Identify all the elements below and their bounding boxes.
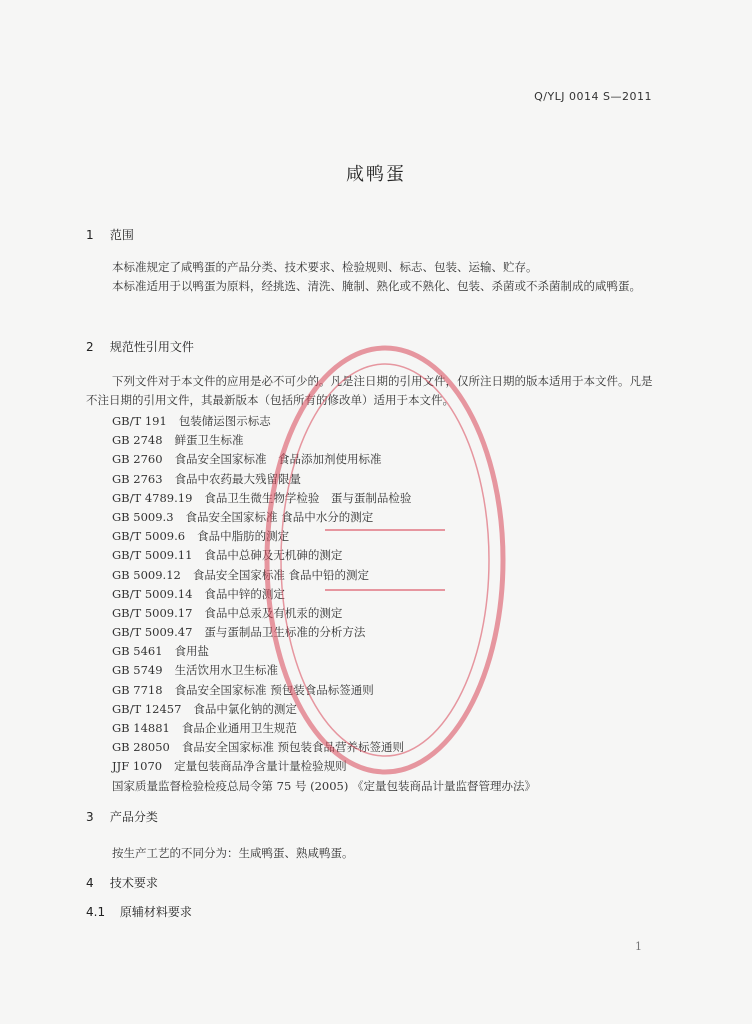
reference-code: GB 7718 xyxy=(112,682,163,697)
section-heading-classification xyxy=(86,808,158,825)
reference-code: GB 2763 xyxy=(112,471,163,486)
classification-paragraph: 按生产工艺的不同分为：生咸鸭蛋、熟咸鸭蛋。 xyxy=(112,846,354,860)
reference-name: 食品中氯化钠的测定 xyxy=(193,701,297,716)
section-title: 范围 xyxy=(109,228,134,242)
section-title: 产品分类 xyxy=(109,810,158,824)
section-number: 4 xyxy=(86,876,94,890)
section-heading-scope xyxy=(86,226,134,243)
list-item xyxy=(112,757,536,776)
list-item xyxy=(112,585,536,604)
list-item xyxy=(112,604,536,623)
list-item xyxy=(112,489,536,508)
section-heading-references xyxy=(86,338,194,355)
reference-name: 食品中锌的测定 xyxy=(204,586,285,601)
list-item xyxy=(112,470,536,489)
reference-code: GB 2748 xyxy=(112,433,163,448)
reference-name: 蛋与蛋制品卫生标准的分析方法 xyxy=(204,625,366,640)
reference-code: GB 5749 xyxy=(112,663,163,678)
reference-code: GB/T 191 xyxy=(112,414,167,428)
subsection-number: 4.1 xyxy=(86,905,106,919)
list-item xyxy=(112,623,536,642)
reference-code: GB 5009.3 xyxy=(112,509,174,524)
scope-paragraph-1: 本标准规定了咸鸭蛋的产品分类、技术要求、检验规则、标志、包装、运输、贮存。 xyxy=(112,260,538,274)
reference-name: 食品卫生微生物学检验 蛋与蛋制品检验 xyxy=(204,490,412,505)
reference-name: 食品企业通用卫生规范 xyxy=(181,721,297,735)
reference-code: GB 2760 xyxy=(112,452,163,467)
reference-name: 国家质量监督检验检疫总局令第 75 号 (2005) 《定量包装商品计量监督管理办法》 xyxy=(112,778,536,793)
list-item xyxy=(112,661,536,680)
list-item xyxy=(112,527,536,546)
reference-name: 食品安全国家标准 食品中铅的测定 xyxy=(192,567,370,582)
reference-code: GB/T 4789.19 xyxy=(112,490,193,505)
reference-name: 食用盐 xyxy=(174,644,210,659)
reference-list xyxy=(112,412,536,796)
section-number: 1 xyxy=(86,228,94,242)
reference-name: 生活饮用水卫生标准 xyxy=(174,663,279,678)
list-item xyxy=(112,450,536,469)
reference-code: GB/T 5009.17 xyxy=(112,605,193,620)
list-item xyxy=(112,777,536,796)
reference-code: GB/T 5009.47 xyxy=(112,625,193,640)
reference-code: GB 14881 xyxy=(112,721,170,735)
reference-name: 食品安全国家标准 预包装食品营养标签通则 xyxy=(181,740,405,755)
reference-name: 食品中农药最大残留限量 xyxy=(174,471,302,486)
reference-name: 食品中脂肪的测定 xyxy=(197,529,290,544)
list-item xyxy=(112,566,536,585)
section-heading-technical xyxy=(86,874,158,891)
section-title: 技术要求 xyxy=(109,876,158,890)
list-item xyxy=(112,546,536,565)
subsection-heading-materials xyxy=(86,903,192,920)
list-item xyxy=(112,738,536,757)
reference-code: GB 5461 xyxy=(112,644,163,659)
reference-code: GB/T 5009.14 xyxy=(112,586,193,601)
list-item xyxy=(112,508,536,527)
reference-code: GB 28050 xyxy=(112,740,170,755)
reference-code: GB/T 12457 xyxy=(112,701,182,716)
reference-name: 食品中总砷及无机砷的测定 xyxy=(204,548,343,563)
list-item xyxy=(112,681,536,700)
reference-name: 食品安全国家标准 预包装食品标签通则 xyxy=(174,682,374,697)
section-title: 规范性引用文件 xyxy=(109,340,194,354)
list-item xyxy=(112,719,536,738)
list-item xyxy=(112,700,536,719)
page-number: 1 xyxy=(635,940,642,953)
references-intro: 下列文件对于本文件的应用是必不可少的。凡是注日期的引用文件，仅所注日期的版本适用于本文件。凡是不注日期的引用文件，其最新版本（包括所有的修改单）适用于本文件。 xyxy=(86,374,653,407)
subsection-title: 原辅材料要求 xyxy=(119,905,192,919)
reference-code: GB/T 5009.11 xyxy=(112,548,193,563)
section-number: 2 xyxy=(86,340,94,354)
reference-name: 鲜蛋卫生标准 xyxy=(174,433,244,448)
scope-paragraph-2: 本标准适用于以鸭蛋为原料，经挑选、清洗、腌制、熟化或不熟化、包装、杀菌或不杀菌制成的咸鸭蛋。 xyxy=(112,279,641,293)
reference-code: GB 5009.12 xyxy=(112,567,181,582)
list-item xyxy=(112,412,536,431)
reference-name: 包装储运图示标志 xyxy=(178,414,271,428)
list-item xyxy=(112,431,536,450)
reference-code: JJF 1070 xyxy=(112,759,163,774)
document-code: Q/YLJ 0014 S—2011 xyxy=(534,90,652,103)
section-number: 3 xyxy=(86,810,94,824)
reference-code: GB/T 5009.6 xyxy=(112,529,186,544)
reference-name: 食品中总汞及有机汞的测定 xyxy=(204,605,343,620)
list-item xyxy=(112,642,536,661)
reference-name: 食品安全国家标准 食品中水分的测定 xyxy=(185,509,374,524)
reference-name: 定量包装商品净含量计量检验规则 xyxy=(174,759,347,774)
document-title: 咸鸭蛋 xyxy=(346,164,406,185)
reference-name: 食品安全国家标准 食品添加剂使用标准 xyxy=(174,452,382,467)
